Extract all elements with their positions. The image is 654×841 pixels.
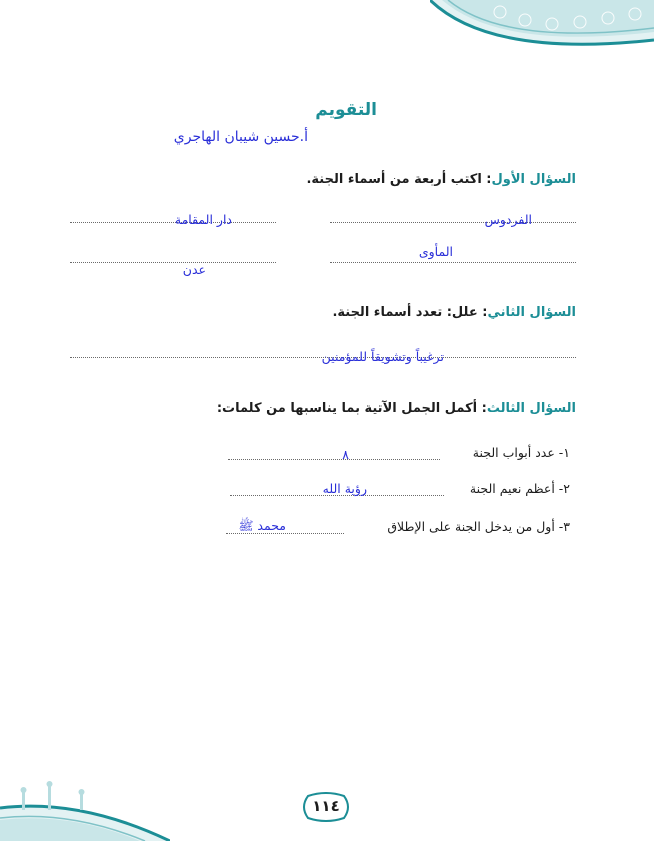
answer-1-4: عدن [182, 262, 206, 277]
author-name: أ.حسين شيبان الهاجري [173, 129, 308, 145]
question-2-label: السؤال الثاني [487, 305, 576, 320]
question-1-label: السؤال الأول [491, 172, 576, 187]
question-2-text: : علل: تعدد أسماء الجنة. [332, 305, 488, 320]
answer-1-1: الفردوس [484, 212, 532, 227]
answer-1-2: دار المقامة [174, 212, 232, 227]
answer-1-3: المأوى [418, 244, 453, 259]
page-number: ١١٤ [312, 797, 340, 815]
question-1 [306, 172, 576, 187]
top-ornament [430, 0, 654, 62]
completion-answer-1: ٨ [342, 447, 349, 462]
question-2 [332, 305, 576, 320]
question-3-text: : أكمل الجمل الآتية بما يناسبها من كلمات: [216, 401, 487, 416]
completion-prompt-2: ٢- أعظم نعيم الجنة [469, 481, 570, 496]
completion-answer-2: رؤية الله [322, 481, 367, 496]
page-title: التقويم [315, 100, 377, 120]
page-number-badge [300, 792, 352, 822]
question-1-text: : اكتب أربعة من أسماء الجنة. [306, 172, 492, 187]
answer-line [70, 222, 276, 223]
question-3-label: السؤال الثالث [486, 401, 576, 416]
completion-answer-3: محمد ﷺ [238, 518, 286, 533]
question-3 [217, 401, 576, 416]
answer-line [330, 222, 576, 223]
completion-line [228, 459, 440, 460]
answer-2: ترغيباً وتشويقاً للمؤمنين [321, 349, 444, 364]
answer-line [70, 262, 276, 263]
bottom-ornament [0, 778, 170, 841]
completion-prompt-3: ٣- أول من يدخل الجنة على الإطلاق [387, 519, 570, 534]
completion-prompt-1: ١- عدد أبواب الجنة [472, 445, 570, 460]
answer-line [330, 262, 576, 263]
